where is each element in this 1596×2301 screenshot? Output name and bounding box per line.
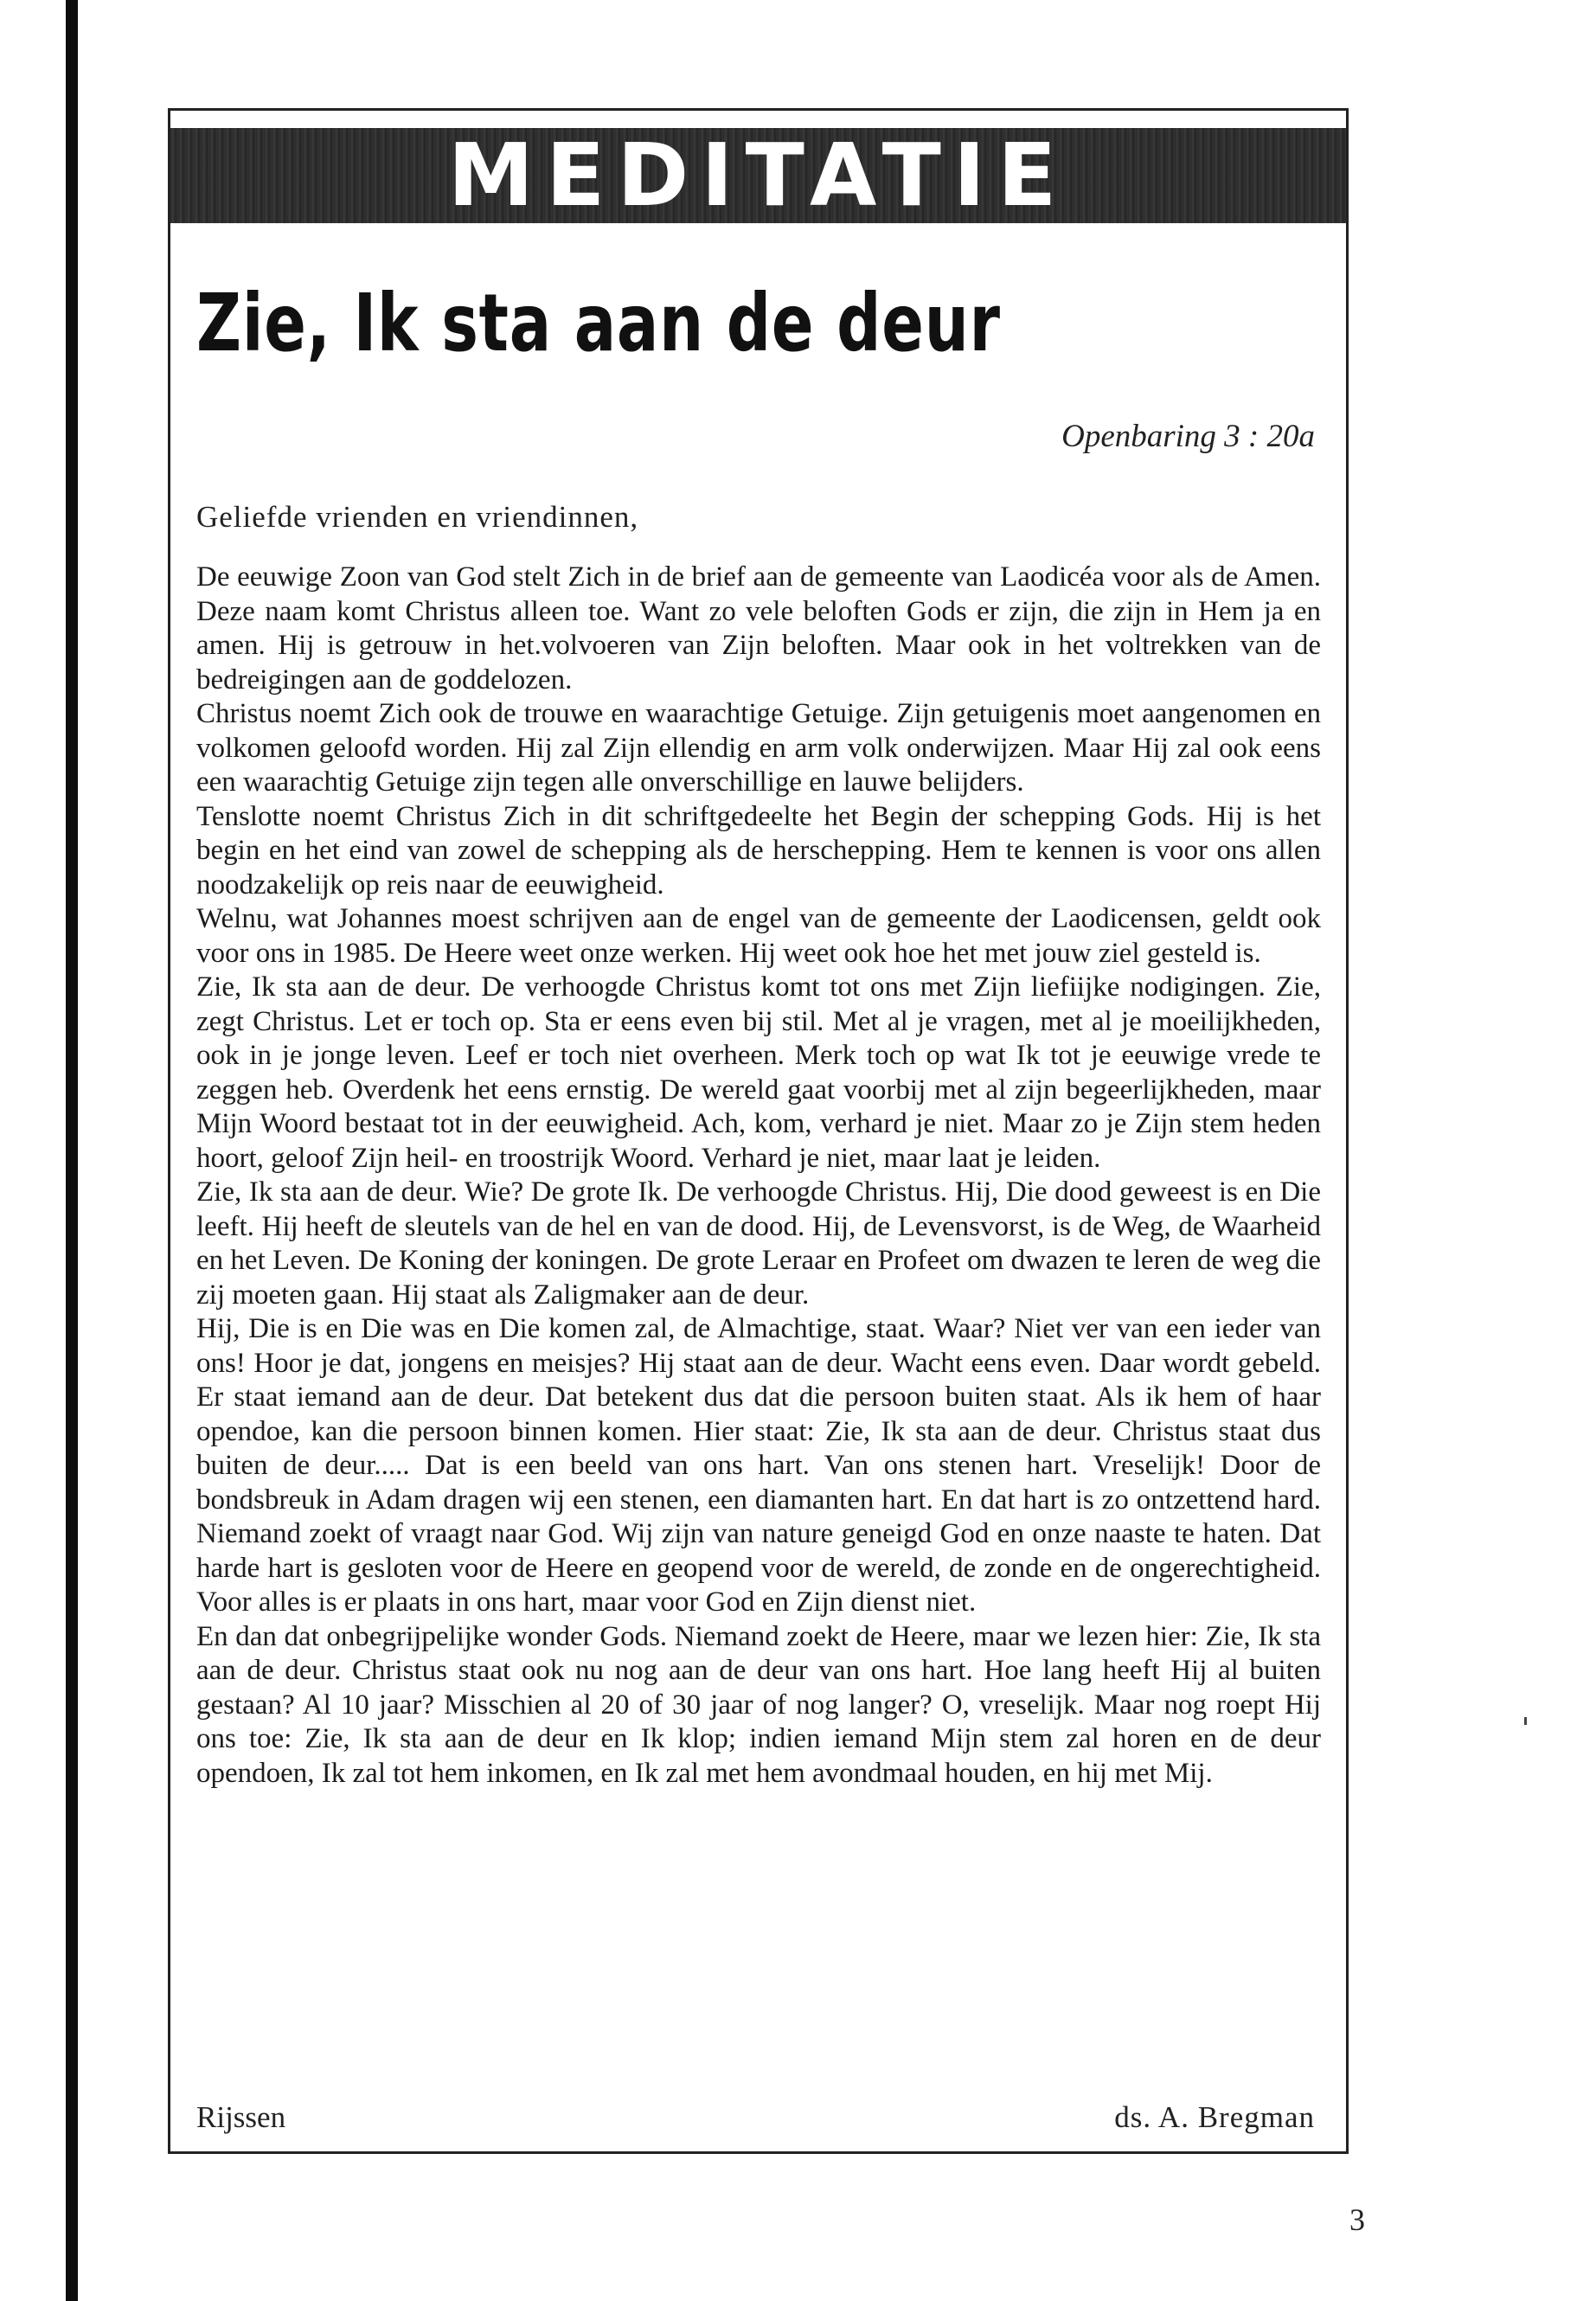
page-number: 3: [1349, 2202, 1365, 2237]
paragraph: Welnu, wat Johannes moest schrijven aan de engel van de gemeente der Laodicensen, geldt ook voor ons in 1985. De Heere weet onze werken. Hij weet ook hoe het met jouw ziel gesteld is.: [196, 903, 1321, 969]
article-body: [196, 561, 1321, 1791]
meditation-frame: [168, 108, 1349, 2154]
author-name: ds. A. Bregman: [1114, 2100, 1315, 2134]
banner-title: MEDITATIE: [447, 125, 1069, 226]
stray-mark: [1524, 1717, 1527, 1725]
place-name: Rijssen: [196, 2100, 286, 2134]
scripture-reference: Openbaring 3 : 20a: [1061, 419, 1315, 454]
paragraph: Zie, Ik sta aan de deur. De verhoogde Christus komt tot ons met Zijn liefiijke nodigingen. Zie, zegt Christus. Let er toch op. Sta er eens even bij stil. Met al je vragen, met al je moeilijkheden, ook in je jonge leven. Leef er toch niet overheen. Merk toch op wat Ik tot je eeuwige vrede te zeggen heb. Overdenk het eens ernstig. De wereld gaat voorbij met al zijn begeerlijkheden, maar Mijn Woord bestaat tot in der eeuwigheid. Ach, kom, verhard je niet. Maar zo je Zijn stem heden hoort, geloof Zijn heil- en troostrijk Woord. Verhard je niet, maar laat je leiden.: [196, 971, 1321, 1174]
salutation: Geliefde vrienden en vriendinnen,: [196, 500, 639, 534]
article-title: Zie, Ik sta aan de deur: [196, 277, 1001, 369]
scan-edge-bar: [66, 0, 78, 2301]
paragraph: Christus noemt Zich ook de trouwe en waarachtige Getuige. Zijn getuigenis moet aangenomen en volkomen geloofd worden. Hij zal Zijn ellendig en arm volk onderwijzen. Maar Hij zal ook eens een waarachtig Getuige zijn tegen alle onverschillige en lauwe belijders.: [196, 698, 1321, 798]
paragraph: Zie, Ik sta aan de deur. Wie? De grote Ik. De verhoogde Christus. Hij, Die dood geweest is en Die leeft. Hij heeft de sleutels van de hel en van de dood. Hij, de Levensvorst, is de Weg, de Waarheid en het Leven. De Koning der koningen. De grote Leraar en Profeet om dwazen te leren de weg die zij moeten gaan. Hij staat als Zaligmaker aan de deur.: [196, 1176, 1321, 1311]
paragraph: Hij, Die is en Die was en Die komen zal, de Almachtige, staat. Waar? Niet ver van een ieder van ons! Hoor je dat, jongens en meisjes? Hij staat aan de deur. Wacht eens even. Daar wordt gebeld. Er staat iemand aan de deur. Dat betekent dus dat die persoon buiten staat. Als ik hem of haar opendoe, kan die persoon binnen komen. Hier staat: Zie, Ik sta aan de deur. Christus staat dus buiten de deur..... Dat is een beeld van ons hart. Van ons stenen hart. Vreselijk! Door de bondsbreuk in Adam dragen wij een stenen, een diamanten hart. En dat hart is zo ontzettend hard. Niemand zoekt of vraagt naar God. Wij zijn van nature geneigd God en onze naaste te haten. Dat harde hart is gesloten voor de Heere en geopend voor de wereld, de zonde en de ongerechtigheid. Voor alles is er plaats in ons hart, maar voor God en Zijn dienst niet.: [196, 1313, 1321, 1618]
paragraph: Tenslotte noemt Christus Zich in dit schriftgedeelte het Begin der schepping Gods. Hij is het begin en het eind van zowel de schepping als de herschepping. Hem te kennen is voor ons allen noodzakelijk op reis naar de eeuwigheid.: [196, 800, 1321, 901]
section-banner: [170, 125, 1346, 226]
paragraph: En dan dat onbegrijpelijke wonder Gods. Niemand zoekt de Heere, maar we lezen hier: Zie, Ik sta aan de deur. Christus staat ook nu nog aan de deur van ons hart. Hoe lang heeft Hij al buiten gestaan? Al 10 jaar? Misschien al 20 of 30 jaar of nog langer? O, vreselijk. Maar nog roept Hij ons toe: Zie, Ik sta aan de deur en Ik klop; indien iemand Mijn stem zal horen en de deur opendoen, Ik zal tot hem inkomen, en Ik zal met hem avondmaal houden, en hij met Mij.: [196, 1620, 1321, 1789]
paragraph: De eeuwige Zoon van God stelt Zich in de brief aan de gemeente van Laodicéa voor als de Amen. Deze naam komt Christus alleen toe. Want zo vele beloften Gods er zijn, die zijn in Hem ja en amen. Hij is getrouw in het.volvoeren van Zijn beloften. Maar ook in het voltrekken van de bedreigingen aan de goddelozen.: [196, 561, 1321, 695]
